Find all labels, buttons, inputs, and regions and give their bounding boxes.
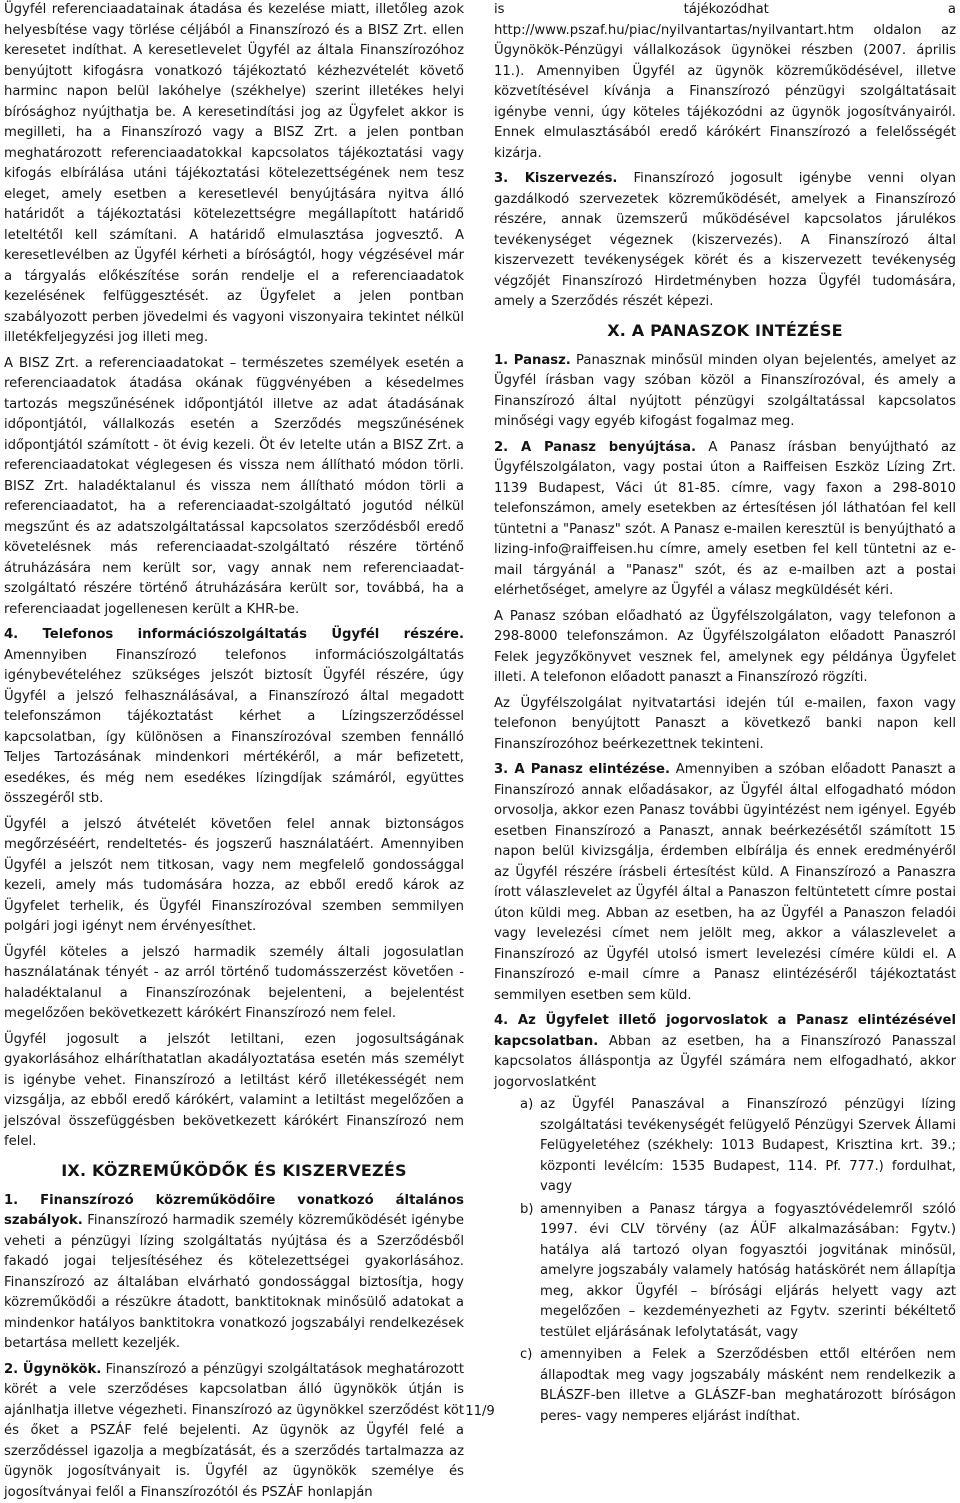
- section-jogorvoslatok: [494, 1011, 956, 1093]
- section-body: Finanszírozó jogosult igénybe venni olyan gazdálkodó szervezetek közreműködését, amelyek a Finanszírozó részére, annak üzemszerű működésével kapcsolatos járulékos tevékenységet végeznek (kiszervezés). A Finanszírozó által kiszervezett tevékenységek körét és a kiszervezett tevékenység végzőjét Finanszírozó Hirdetményben hozza Ügyfél tudomására, amely a Szerződés részét képezi.: [494, 171, 956, 309]
- section-panasz: [494, 351, 956, 433]
- list-item-text: amennyiben a Panasz tárgya a fogyasztóvédelemről szóló 1997. évi CLV törvény (az ÁÜF alkalmazásában: Fgytv.) hatálya alá tartozó olyan fogyasztói jogvitának minősül, amelyre jogszabály valamely hatóság hatáskörét nem állapítja meg, akkor Ügyfél – bírósági eljárás helyett vagy azt megelőzően – kezdeményezheti az Fgytv. szerinti békéltető testület eljárásának lefolytatását, vagy: [530, 1200, 956, 1344]
- section-body: Abban az esetben, ha a Finanszírozó Panasszal kapcsolatos álláspontja az Ügyfél számára nem elfogadható, akkor jogorvoslatként: [494, 1034, 956, 1090]
- section-heading: 2. Ügynökök.: [4, 1362, 101, 1377]
- section-body: A Panasz írásban benyújtható az Ügyfélszolgálaton, vagy postai úton a Raiffeisen Eszköz Lízing Zrt. 1139 Budapest, Váci út 81-85. címre, vagy faxon a 298-8010 telefonszámon, amely esetekben az értesítésen jól láthatóan fel kell tüntetni a "Panasz" szót. A Panasz e-mailen keresztül is benyújtható a lizing-info@raiffeisen.hu címre, amely esetben fel kell tüntetni az e-mail tárgyánál a "Panasz" szót, és az e-mailben azt a postai elérhetőséget, amelyre az Ügyfél a válasz megküldését kéri.: [494, 440, 956, 599]
- section-body: Finanszírozó harmadik személy közreműködését igénybe veheti a pénzügyi lízing szolgáltatás nyújtása és a Szerződésből fakadó jogai teljesítéséhez és kötelezettségei gyakorlásához. Finanszírozó az általában elvárható gondossággal biztosítja, hogy közreműködői a részükre átadott, banktitoknak minősülő adatokat a mindenkor hatályos banktitokra vonatkozó jogszabályi rendelkezések betartása mellett kezeljék.: [4, 1213, 464, 1351]
- section-body: Amennyiben Finanszírozó telefonos információszolgáltatás igénybevételéhez szükséges jelszót biztosít Ügyfél részére, úgy Ügyfél a jelszó felhasználásával, a Finanszírozó által megadott telefonszámon tájékoztatást kérhet a Lízingszerződéssel kapcsolatban, így különösen a Finanszírozóval szemben fennálló Teljes Tartozásának mindenkori mértékéről, a már befizetett, esedékes, és még nem esedékes lízingdíjak számáról, együttes összegéről stb.: [4, 648, 464, 807]
- left-column: [4, 0, 464, 1503]
- section-body: Finanszírozó a pénzügyi szolgáltatások meghatározott körét a vele szerződéses kapcsolatban álló ügynökök útján is ajánlhatja illetve végezheti. Finanszírozó az ügynökkel szerződést köt és őket a PSZÁF felé bejelenti. Az ügynök az Ügyfél felé a szerződéssel igazolja a megbízatását, és a szerződés tartalmazza az ügynök jogosítványait is. Ügyfél az ügynökök személye és jogosítványai felől a Finanszírozótól és PSZÁF honlapján: [4, 1362, 464, 1500]
- list-item-label: c): [520, 1345, 532, 1366]
- section-heading: 4. Telefonos információszolgáltatás Ügyfél részére.: [4, 627, 464, 642]
- paragraph: is tájékozódhat a http://www.pszaf.hu/piac/nyilvantartas/nyilvantart.htm oldalon az Ügynökök-Pénzügyi vállalkozások ügynökei részben (2007. április 11.). Amennyiben Ügyfél az ügynök közreműködésével, illetve közvetítésével kívánja a Finanszírozó pénzügyi szolgáltatásait igénybe venni, úgy köteles tájékozódni az ügynök jogosítványairól. Ennek elmulasztásából eredő kárókért Finanszírozó a felelősségét kizárja.: [494, 0, 956, 164]
- list-item-text: az Ügyfél Panaszával a Finanszírozó pénzügyi lízing szolgáltatási tevékenységét felügyelő Pénzügyi Szervek Állami Felügyeletéhez (székhely: 1013 Budapest, Krisztina krt. 39.; központi levélcím: 1535 Budapest, 114. Pf. 777.) fordulhat, vagy: [530, 1095, 956, 1198]
- section-panasz-benyujtasa: [494, 438, 956, 602]
- section-heading: 3. A Panasz elintézése.: [494, 762, 670, 777]
- paragraph: A BISZ Zrt. a referenciaadatokat – természetes személyek esetén a referenciaadatok átadása okának függvényében a késedelmes tartozás megszűnésének időpontjától illetve az adat átadásának időpontjától, vállalkozás esetén a Szerződés megszűnésének időpontjától számított - öt évig kezeli. Öt év letelte után a BISZ Zrt. a referenciaadatokat véglegesen és vissza nem állítható módon törli. BISZ Zrt. haladéktalanul és vissza nem állítható módon törli a referenciaadatot, ha a referenciaadat-szolgáltató jogutód nélkül megszűnt és az adatszolgáltatással kapcsolatos szerződésből eredő követelésnek más referenciaadat-szolgáltató részére történő átruházására nem került sor, vagy annak nem referenciaadat-szolgáltató részére történő átruházására került sor, továbbá, ha a referenciaadat jogellenesen került a KHR-be.: [4, 354, 464, 621]
- paragraph: Ügyfél köteles a jelszó harmadik személy általi jogosulatlan használatának tényét - az arról történő tudomásszerzést követően - haladéktalanul a Finanszírozónak bejelenteni, a bejelentést megelőzően bekövetkezett kárókért Finanszírozó nem felel.: [4, 943, 464, 1025]
- list-item: [494, 1200, 956, 1344]
- section-kiszervezes: [494, 169, 956, 313]
- chapter-heading-ix: IX. KÖZREMŰKÖDŐK ÉS KISZERVEZÉS: [4, 1161, 464, 1181]
- page-number: 11/9: [0, 1404, 960, 1419]
- section-telefonos: [4, 625, 464, 810]
- right-column: [494, 0, 956, 1429]
- section-heading: 2. A Panasz benyújtása.: [494, 440, 696, 455]
- list-item-label: b): [520, 1200, 534, 1221]
- list-item-label: a): [520, 1095, 533, 1116]
- section-heading: 3. Kiszervezés.: [494, 171, 617, 186]
- section-heading: 1. Finanszírozó közreműködőire vonatkozó általános szabályok.: [4, 1193, 464, 1229]
- paragraph: A Panasz szóban előadható az Ügyfélszolgálaton, vagy telefonon a 298-8000 telefonszámon. Az Ügyfélszolgálaton előadott Panaszról Felek jegyzőkönyvet vesznek fel, amelynek egy példánya Ügyfelet illeti. A telefonon előadott panaszt a Finanszírozó rögzíti.: [494, 607, 956, 689]
- paragraph: Az Ügyfélszolgálat nyitvatartási idején túl e-mailen, faxon vagy telefonon benyújtott Panaszt a következő banki napon kell Finanszírozóhoz beérkezettnek tekinteni.: [494, 694, 956, 756]
- section-body: Panasznak minősül minden olyan bejelentés, amelyet az Ügyfél írásban vagy szóban közöl a Finanszírozóval, és amely a Finanszírozó által nyújtott pénzügyi szolgáltatással kapcsolatos minőségi vagy egyéb kifogást fogalmaz meg.: [494, 353, 956, 430]
- remedies-list: [494, 1095, 956, 1427]
- paragraph: Ügyfél referenciaadatainak átadása és kezelése miatt, illetőleg azok helyesbítése vagy törlése céljából a Finanszírozó és a BISZ Zrt. ellen keresetet indíthat. A keresetlevelet Ügyfél az általa Finanszírozóhoz benyújtott kifogásra vonatkozó tájékoztató kézhezvételét követő harminc napon belül lakóhelye (székhelye) szerint illetékes helyi bírósághoz nyújthatja be. A keresetindítási jog az Ügyfelet akkor is megilleti, ha a Finanszírozó vagy a BISZ Zrt. a jelen pontban meghatározott referenciaadatokkal kapcsolatos tájékoztatási vagy kifogás elbírálása utáni tájékoztatási kötelezettségének nem tesz eleget, amely esetben a keresetlevél benyújtására nyitva álló határidőt a tájékoztatási kötelezettségre megállapított határidő leteltétől kell számítani. A határidő elmulasztása jogvesztő. A keresetlevélben az Ügyfél kérheti a bíróságtól, hogy végzésével már a tárgyalás előkészítése során rendelje el a referenciaadatok kezelésének felfüggesztését. az Ügyfelet a jelen pontban szabályozott perben jövedelmi és vagyoni viszonyaira tekintet nélkül illetékfeljegyzési jog illeti meg.: [4, 0, 464, 349]
- section-ugynokok: [4, 1360, 464, 1503]
- paragraph: Ügyfél jogosult a jelszót letiltani, ezen jogosultságának gyakorlásához elháríthatatlan akadályoztatása esetén más személyt is igénybe vehet. Finanszírozó a letiltást kérő illetékességét nem vizsgálja, az ebből eredő kárókért, valamint a letiltást megelőzően a jelszóval összefüggésben bekövetkezett kárókért Finanszírozó nem felel.: [4, 1030, 464, 1153]
- paragraph: Ügyfél a jelszó átvételét követően felel annak biztonságos megőrzéséért, rendeltetés- és jogszerű használatáért. Amennyiben Ügyfél a jelszót nem titkosan, vagy nem megfelelő gondossággal kezeli, amely más tudomására hozza, az ebből eredő károk az Ügyfelet terhelik, és Ügyfél Finanszírozóval szemben semmilyen polgári jogi igényt nem érvényesíthet.: [4, 815, 464, 938]
- section-kozremukodok: [4, 1191, 464, 1355]
- list-item-text: amennyiben a Felek a Szerződésben ettől eltérően nem állapodtak meg vagy jogszabály másként nem rendelkezik a BLÁSZF-ben illetve a GLÁSZF-ban meghatározott bíróságon peres- vagy nemperes eljárást indíthat.: [530, 1345, 956, 1427]
- chapter-heading-x: X. A PANASZOK INTÉZÉSE: [494, 321, 956, 341]
- section-body: Amennyiben a szóban előadott Panaszt a Finanszírozó annak előadásakor, az Ügyfél által elfogadható módon orvosolja, akkor ezen Panasz további ügyintézést nem igényel. Egyéb esetben Finanszírozó a Panaszt, annak beérkezésétől számított 15 napon belül kivizsgálja, érdemben elbírálja és ennek eredményéről az Ügyfél részére írásbeli értesítést küld. A Finanszírozó a Panaszra írott válaszlevelet az Ügyfél által a Panaszon feltüntetett címre postai úton küldi meg. Abban az esetben, ha az Ügyfél a Panaszon feladói vagy levelezési címet nem jelölt meg, akkor a válaszlevelet a Finanszírozó az Ügyfél utolsó ismert levelezési címére küldi el. A Finanszírozó e-mail címre a Panasz elintézéséről tájékoztatást semmilyen esetben sem küld.: [494, 762, 956, 1003]
- section-heading: 4. Az Ügyfelet illető jogorvoslatok a Panasz elintézésével kapcsolatban.: [494, 1013, 956, 1049]
- section-heading: 1. Panasz.: [494, 353, 571, 368]
- list-item: [494, 1095, 956, 1198]
- section-panasz-elintezese: [494, 760, 956, 1006]
